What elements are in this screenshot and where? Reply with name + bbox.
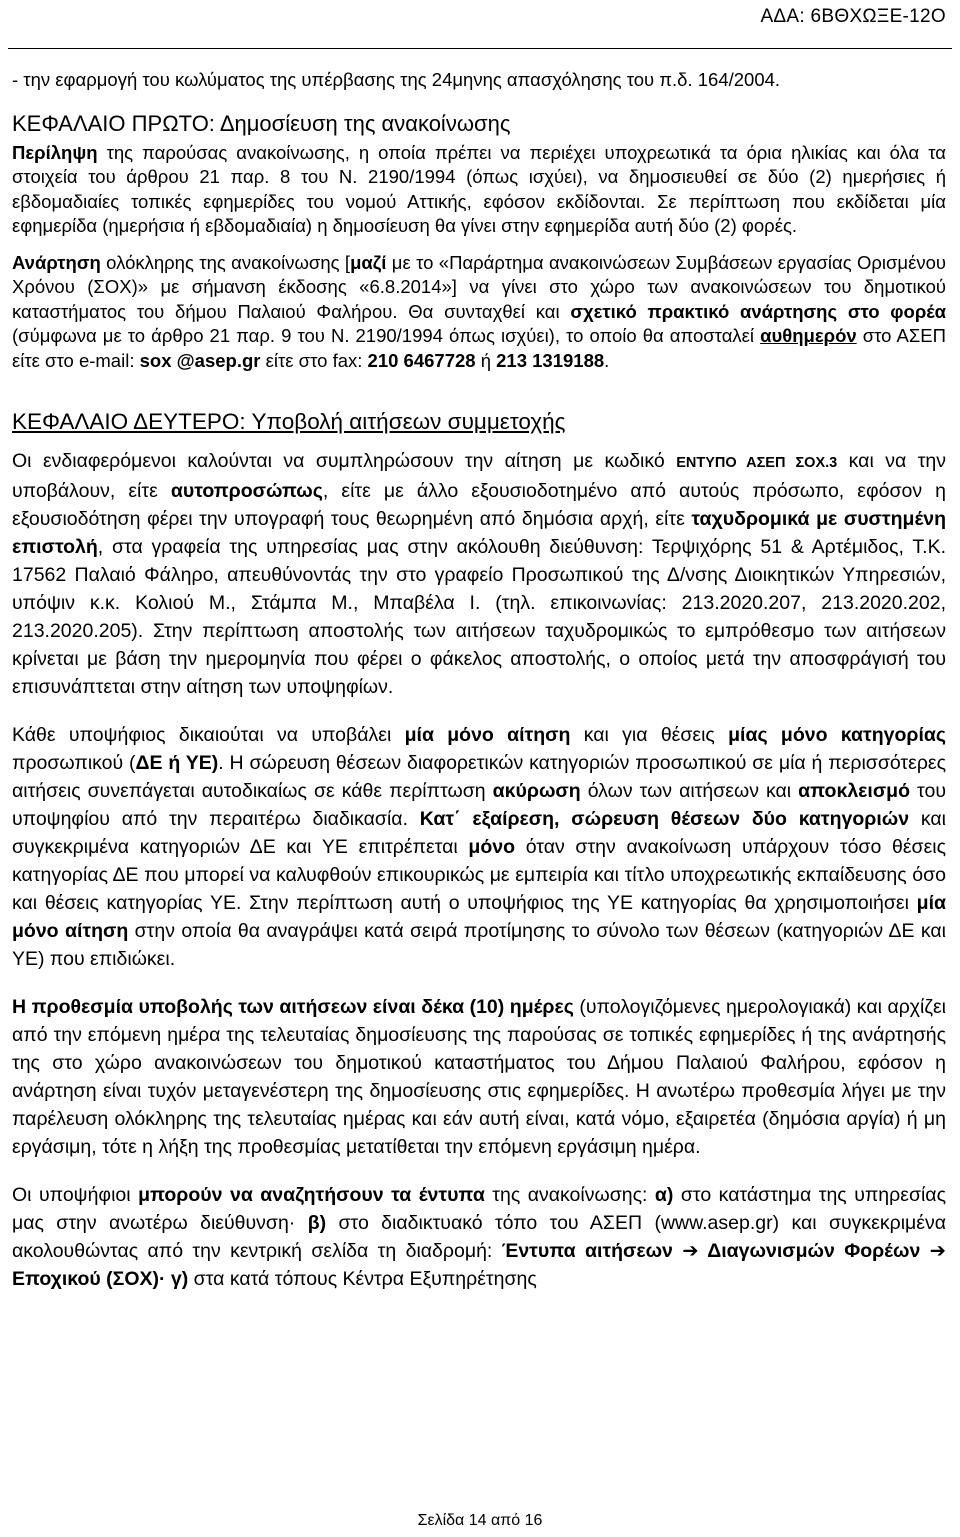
submission-text: Οι ενδιαφερόμενοι καλούνται να συμπληρώσουν την αίτηση με κωδικό xyxy=(12,450,677,472)
paragraph-bold: αποκλεισμό xyxy=(798,780,911,802)
submission-paragraph xyxy=(12,447,946,701)
forms-text: στα κατά τόπους Κέντρα Εξυπηρέτησης xyxy=(188,1268,537,1290)
paragraph-bold: Κατ΄ εξαίρεση, σώρευση θέσεων δύο κατηγοριών xyxy=(419,808,910,830)
deadline-text: (υπολογιζόμενες ημερολογιακά) και αρχίζει από την επόμενη ημέρα της τελευταίας δημοσίευσης της παρούσας σε τοπικές εφημερίδες ή της ανάρτησής της στο χώρο ανακοινώσεων του δημοτικού καταστήματος του Δήμου Παλαιού Φαλήρου, εφόσον η ανάρτηση είναι τυχόν μεταγενέστερη της δημοσίευσης στις εφημερίδες. Η ανωτέρω προθεσμία λήγει με την παρέλευση ολόκληρης της τελευταίας ημέρας και εάν αυτή είναι, κατά νόμο, εξαιρετέα (δημόσια αργία) ή μη εργάσιμη, τότε η λήξη της προθεσμίας μετατίθεται την επόμενη εργάσιμη ημέρα. xyxy=(12,996,946,1158)
posting-bold: σχετικό πρακτικό ανάρτησης στο φορέα xyxy=(570,300,946,322)
chapter-two-title: ΚΕΦΑΛΑΙΟ ΔΕΥΤΕΡΟ: Υποβολή αιτήσεων συμμετοχής xyxy=(12,409,566,434)
posting-text: στο ΑΣΕΠ είτε στο e-mail: xyxy=(12,325,946,371)
deadline-bold: Η προθεσμία υποβολής των αιτήσεων είναι δέκα (10) ημέρες xyxy=(12,996,574,1018)
submission-text: , είτε με άλλο εξουσιοδοτημένο από αυτούς πρόσωπο, εφόσον η εξουσιοδότηση φέρει την υπογραφή τους θεωρημένη από δημόσια αρχή, είτε xyxy=(12,480,946,530)
paragraph-bold: μίας μόνο κατηγορίας xyxy=(728,724,947,746)
form-code: ΕΝΤΥΠΟ ΑΣΕΠ ΣΟΧ.3 xyxy=(676,455,838,471)
header-rule xyxy=(8,48,952,49)
posting-text: (σύμφωνα με το άρθρο 21 παρ. 9 του Ν. 2190/1994 όπως ισχύει), το οποίο θα αποσταλεί xyxy=(12,325,761,346)
summary-label: Περίληψη xyxy=(12,141,98,163)
paragraph-text: . Η σώρευση θέσεων διαφορετικών κατηγοριών προσωπικού σε μία ή περισσότερες αιτήσεις συνεπάγεται αυτοδικαίως σε κάθε περίπτωση xyxy=(12,752,946,802)
summary-text: της παρούσας ανακοίνωσης, η οποία πρέπει να περιέχει υποχρεωτικά τα όρια ηλικίας και όλα τα στοιχεία του άρθρου 21 παρ. 8 του Ν. 2190/1994 (όπως ισχύει), να δημοσιευθεί σε δύο (2) ημερήσιες ή εβδομαδιαίες τοπικές εφημερίδες του νομού Αττικής, εφόσον εκδίδονται. Σε περίπτωση που εκδίδεται μία εφημερίδα (ημερήσια ή εβδομαδιαία) η δημοσίευση θα γίνει στην εφημερίδα αυτή δύο (2) φορές. xyxy=(12,141,946,236)
submission-bold: αυτοπροσώπως xyxy=(170,480,323,502)
fax-number: 210 6467728 xyxy=(367,349,476,371)
page-number: Σελίδα 14 από 16 xyxy=(417,1512,543,1529)
submission-text: , στα γραφεία της υπηρεσίας μας στην ακόλουθη διεύθυνση: Τερψιχόρης 51 & Αρτέμιδος, Τ.Κ. 17562 Παλαιό Φάληρο, απευθύνοντάς την στο γραφείο Προσωπικού της Δ/νσης Διοικητικών Υπηρεσιών, υπόψιν κ.κ. Κολιού Μ., Στάμπα Μ., Μπαβέλα Ι. (τηλ. επικοινωνίας: 213.2020.207, 213.2020.202, 213.2020.205). Στην περίπτωση αποστολής των αιτήσεων ταχυδρομικώς το εμπρόθεσμο των αιτήσεων κρίνεται με βάση την ημερομηνία που φέρει ο φάκελος αποστολής, ο οποίος μετά την αποσφράγισή του επισυνάπτεται στην αίτηση των υποψηφίων. xyxy=(12,536,946,698)
chapter-one-title: ΚΕΦΑΛΑΙΟ ΠΡΩΤΟ: Δημοσίευση της ανακοίνωσης xyxy=(12,110,511,136)
forms-bold: α) xyxy=(654,1184,674,1206)
posting-bold: μαζί xyxy=(350,251,387,273)
posting-text: ολόκληρης της ανακοίνωσης [ xyxy=(100,251,351,273)
fax-number: 213 1319188 xyxy=(496,349,605,371)
forms-text: στο κατάστημα της υπηρεσίας μας στην ανωτέρω διεύθυνση· xyxy=(12,1184,946,1234)
paragraph-text: του υποψηφίου από την περαιτέρω διαδικασία. xyxy=(12,780,946,830)
paragraph-bold: μόνο xyxy=(468,836,516,858)
posting-label: Ανάρτηση xyxy=(12,251,101,273)
summary-paragraph xyxy=(12,141,946,239)
paragraph-text: προσωπικού ( xyxy=(12,752,136,774)
forms-paragraph xyxy=(12,1181,946,1293)
paragraph-text: και συγκεκριμένα κατηγοριών ΔΕ και ΥΕ επιτρέπεται xyxy=(12,808,946,858)
paragraph-text: και για θέσεις xyxy=(570,724,729,746)
posting-bold: αυθημερόν xyxy=(760,325,857,346)
posting-text: είτε στο fax: xyxy=(260,349,368,371)
single-application-paragraph xyxy=(12,721,946,973)
paragraph-text: όταν στην ανακοίνωση υπάρχουν τόσο θέσεις κατηγορίας ΔΕ που μπορεί να καλυφθούν επικουρικώς με εμπειρία και τίτλο υποχρεωτικής εκπαίδευσης όσο και θέσεις κατηγορίας ΥΕ. Στην περίπτωση αυτή ο υποψήφιος της ΥΕ κατηγορίας θα χρησιμοποιήσει xyxy=(12,836,946,914)
submission-text: και να την υποβάλουν, είτε xyxy=(12,450,946,502)
intro-line: - την εφαρμογή του κωλύματος της υπέρβασης της 24μηνης απασχόλησης του π.δ. 164/2004. xyxy=(12,69,781,90)
posting-paragraph xyxy=(12,251,946,374)
paragraph-text: Κάθε υποψήφιος δικαιούται να υποβάλει xyxy=(12,724,405,746)
document-body xyxy=(12,68,946,1293)
forms-text: στο διαδικτυακό τόπο του ΑΣΕΠ (www.asep.gr) και συγκεκριμένα ακολουθώντας από την κεντρική σελίδα τη διαδρομή: xyxy=(12,1212,946,1262)
paragraph-text: στην οποία θα αναγράψει κατά σειρά προτίμησης το σύνολο των θέσεων (κατηγοριών ΔΕ και ΥΕ) που επιδιώκει. xyxy=(12,920,946,970)
forms-bold: μπορούν να αναζητήσουν τα έντυπα xyxy=(138,1184,485,1206)
paragraph-bold: ΔΕ ή ΥΕ) xyxy=(135,752,219,774)
posting-text: με το «Παράρτημα ανακοινώσεων Συμβάσεων εργασίας Ορισμένου Χρόνου (ΣΟΧ)» με σήμανση έκδοσης «6.8.2014»] να γίνει στο χώρο των ανακοινώσεων του δημοτικού καταστήματος του δήμου Παλαιού Φαλήρου. Θα συνταχθεί και xyxy=(12,251,946,322)
paragraph-bold: ακύρωση xyxy=(492,780,581,802)
deadline-paragraph xyxy=(12,993,946,1161)
posting-text: . xyxy=(604,349,610,371)
paragraph-bold: μία μόνο αίτηση xyxy=(12,892,946,942)
paragraph-bold: μία μόνο αίτηση xyxy=(404,724,571,746)
email-address: sox @asep.gr xyxy=(139,349,261,371)
paragraph-text: όλων των αιτήσεων και xyxy=(580,780,799,802)
posting-text: ή xyxy=(475,349,497,371)
forms-text: της ανακοίνωσης: xyxy=(484,1184,655,1206)
forms-path: Έντυπα αιτήσεων ➔ Διαγωνισμών Φορέων ➔ Εποχικού (ΣΟΧ)· γ) xyxy=(12,1240,946,1290)
submission-bold: ταχυδρομικά με συστημένη επιστολή xyxy=(12,508,946,558)
forms-text: Οι υποψήφιοι xyxy=(12,1184,139,1206)
ada-code: ΑΔΑ: 6ΒΘΧΩΞΕ-12Ο xyxy=(760,6,946,27)
forms-bold: β) xyxy=(307,1212,327,1234)
